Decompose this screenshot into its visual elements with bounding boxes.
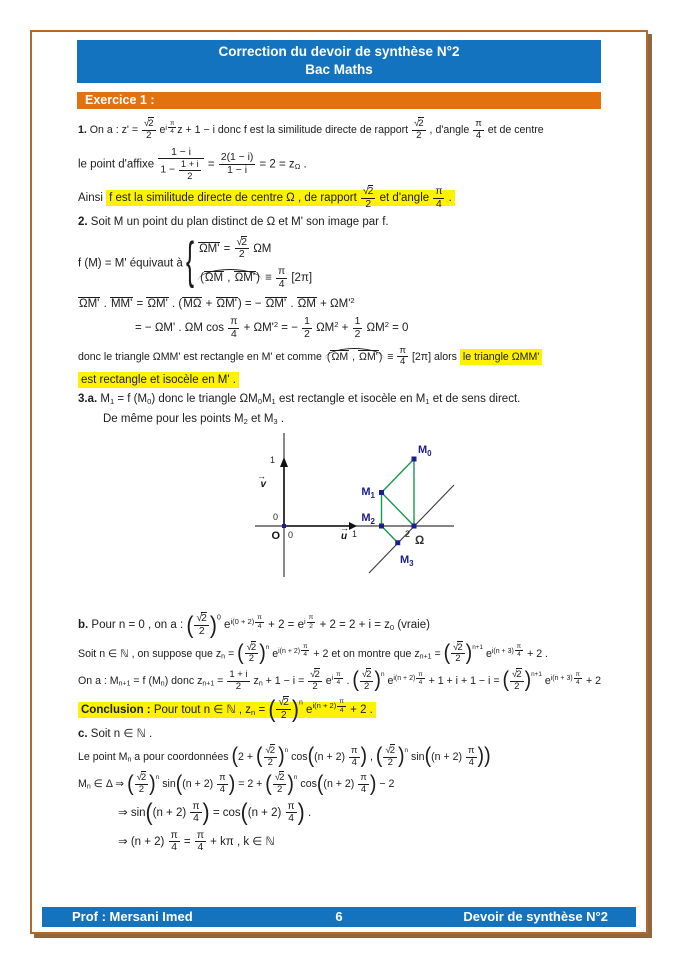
math-line-13: Soit n ∈ ℕ , on suppose que $z_n$ = ( $\frac{√2}{2}$ ) $^n$ $e^{i(n + 2) \frac{\pi}{4}}$ + 2 et on montre que $z_{n+1}$ = ( $\frac{√2}{2}$ ) $^{n+1}$ $e^{i(n + 3) \frac{\pi}{4}}$ + 2 .	[78, 640, 548, 666]
math-line-4: 2. Soit M un point du plan distinct de Ω et M' son image par f.	[78, 216, 389, 229]
figure-label-origin: O	[271, 530, 280, 543]
math-line-19: ⇒ sin ( (n + 2) $\frac{\pi}{4}$ ) = cos ( (n + 2) $\frac{\pi}{4}$ ) .	[118, 798, 312, 826]
math-line-17: Le point $M_n$ a pour coordonnées ( 2 + ( $\frac{√2}{2}$ ) $^n$ cos ( (n + 2) $\frac{\pi}{4}$ ) , ( $\frac{√2}{2}$ ) $^n$ sin ( (n + 2) $\frac{\pi}{4}$ ) )	[78, 743, 491, 769]
math-line-15: Conclusion : Pour tout n ∈ ℕ , $z_n$ = ( $\frac{√2}{2}$ ) $^n$ $e^{i(n + 2) \frac{\pi}{4}}$ + 2 .	[78, 697, 636, 721]
figure-label-zero_small: 0	[272, 512, 278, 523]
vector-arrow-over-u: →	[340, 523, 349, 534]
math-line-7: = − ΩM' . ΩM cos $\frac{\pi}{4}$ + $\Omega M'^2$ = − $\frac{1}{2}$ $\Omega M^2$ + $\frac{1}{2}$ $\Omega M^2 = 0$	[135, 316, 409, 341]
math-line-8: donc le triangle ΩMM' est rectangle en M' et comme (ΩM , ΩM') ≡ $\frac{\pi}{4}$ [2π] alors le triangle ΩMM'	[78, 346, 636, 368]
figure-label-omega_tick: 2	[404, 529, 410, 540]
point-O	[282, 524, 286, 528]
exercise-banner	[77, 92, 601, 109]
point-Omega	[412, 524, 417, 529]
footer	[42, 907, 636, 927]
math-line-11: De même pour les points $M_2$ et $M_3$ .	[103, 412, 285, 426]
math-line-6: ΩM' . MM' = ΩM' . (MΩ + ΩM') = − ΩM' . $\Omega M + \Omega M'^2$	[79, 295, 355, 311]
math-lines-top	[78, 119, 636, 426]
header-banner	[77, 40, 601, 83]
math-line-2: le point d'affixe 1 − i 1 − $\frac{1 + i}{2}$ = $\frac{2(1 - i)}{1 - i}$ = $2 = z_\Omega$ .	[78, 146, 307, 181]
figure-label-M0: $M_0$	[418, 444, 432, 459]
footer-title: Devoir de synthèse N°2	[463, 909, 608, 924]
math-line-9: est rectangle et isocèle en M' .	[78, 373, 636, 387]
v-vector-arrowhead	[280, 457, 288, 467]
exercise-label: Exercice 1 :	[85, 93, 155, 108]
math-line-20: ⇒ (n + 2) $\frac{\pi}{4}$ = $\frac{\pi}{4}$ + kπ , k ∈ ℕ	[118, 829, 275, 854]
page-frame	[30, 30, 648, 934]
footer-prof: Prof : Mersani Imed	[72, 909, 193, 924]
figure-label-zero_right: 0	[288, 530, 294, 541]
figure-label-u: u	[341, 531, 348, 543]
figure-label-unit_y: 1	[269, 455, 275, 466]
figure-label-M2: $M_2$	[361, 512, 375, 527]
footer-page-number: 6	[335, 909, 343, 924]
figure-label-unit_x: 1	[352, 529, 358, 540]
math-line-5: f (M) = M' équivaut à { ΩM' = $\frac{√2}{2}$ ΩM (ΩM , ΩM') ≡ $\frac{\pi}{4}$ [2π]	[78, 233, 313, 291]
point-M3	[395, 540, 400, 545]
content	[32, 109, 646, 907]
point-M0	[412, 457, 417, 462]
figure-label-M1: $M_1$	[361, 486, 375, 501]
math-line-16: c. Soit n ∈ ℕ .	[78, 727, 153, 740]
figure-label-omega: Ω	[415, 535, 425, 548]
point-M2	[379, 524, 384, 529]
point-M1	[379, 490, 384, 495]
math-line-10: 3.a. $M_1 = f$ $(M_0)$ donc le triangle $\Omega M_0M_1$ est rectangle et isocèle en $M_1$ et de sens direct.	[78, 393, 521, 407]
figure-label-M3: $M_3$	[400, 554, 414, 569]
math-line-1: 1. On a : z' = $\frac{√2}{2}$ $e^{i \frac{\pi}{4}}$ z + 1 − i donc f est la similitude directe de rapport $\frac{√2}{2}$ , d'angle $\frac{\pi}{4}$ et de centre	[78, 118, 544, 142]
figure-label-v: v	[260, 479, 266, 491]
math-lines-bottom	[78, 613, 636, 854]
vector-arrow-over-v: →	[257, 471, 266, 482]
math-line-3: Ainsi f est la similitude directe de centre Ω , de rapport $\frac{√2}{2}$ et d'angle $\frac{\pi}{4}$ .	[78, 186, 636, 210]
figure	[224, 431, 636, 605]
math-line-18: $M_n$ ∈ Δ ⇒ ( $\frac{√2}{2}$ ) $^n$ sin ( (n + 2) $\frac{\pi}{4}$ ) = 2 + ( $\frac{√2}{2}$ ) $^n$ cos ( (n + 2) $\frac{\pi}{4}$ ) − 2	[78, 771, 395, 796]
figure-plot	[224, 431, 476, 601]
header-title-line1: Correction du devoir de synthèse N°2	[218, 44, 460, 59]
header-title-line2: Bac Maths	[305, 62, 373, 78]
math-line-14: On a : $M_{n+1} = f$ $(M_n)$ donc $z_{n+1}$ = $\frac{1 + i}{2}$ $z_n + 1 - i$ = $\frac{√2}{2}$ $e^{i \frac{\pi}{4}}$ . ( $\frac{√2}{2}$ ) $^n$ $e^{i(n + 2) \frac{\pi}{4}}$ + 1 + i + 1 − i = ( $\frac{√2}{2}$ ) $^{n+1}$ $e^{i(n + 3) \frac{\pi}{4}}$ + 2	[78, 667, 601, 693]
math-line-12: b. Pour n = 0 , on a : ( $\frac{√2}{2}$ ) $^0$ $e^{i(0 + 2) \frac{\pi}{4}}$ + $2 = e^{i \frac{\pi}{2}}$ + $2 = 2 + i = z_0$ (vraie)	[78, 611, 430, 639]
